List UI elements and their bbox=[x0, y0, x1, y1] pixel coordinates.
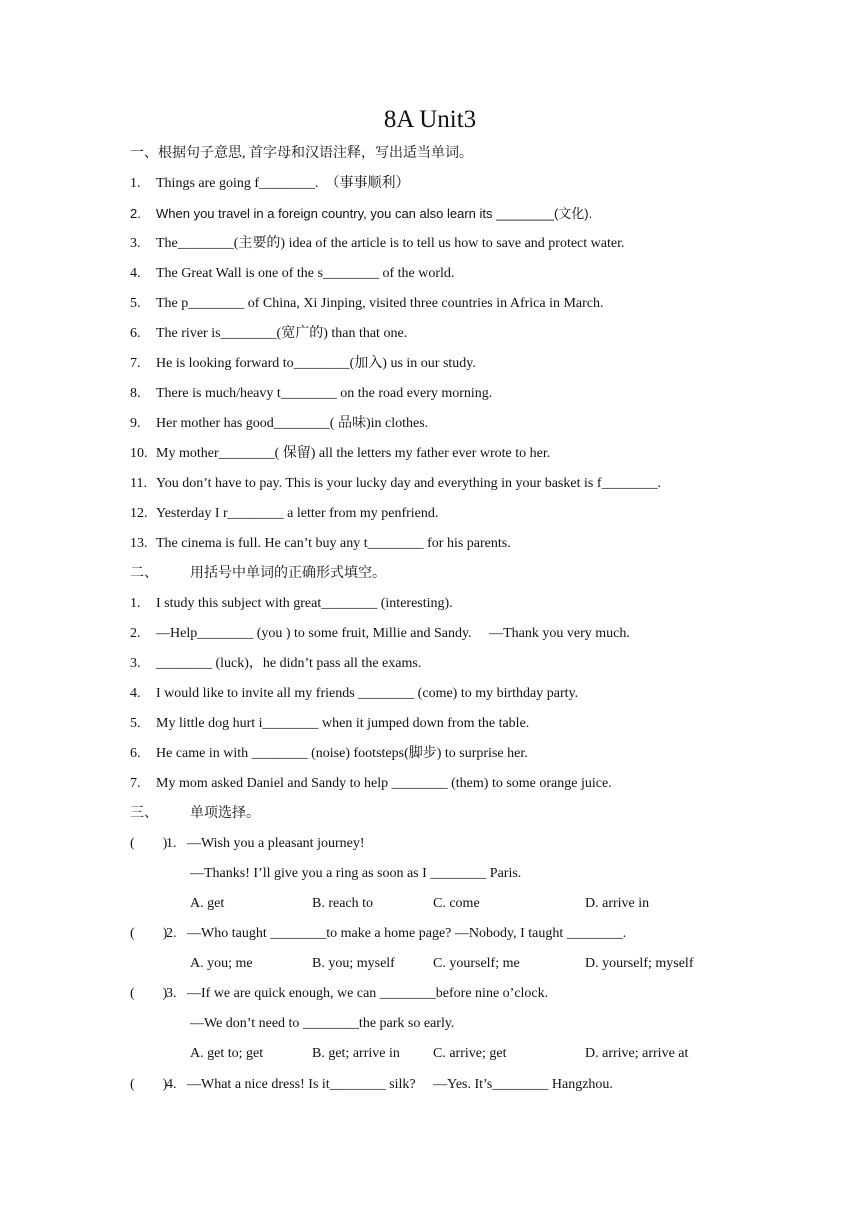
item-number: 1. bbox=[130, 596, 141, 611]
item-text: Things are going f________. （事事顺利） bbox=[156, 176, 410, 191]
question-text: —Who taught ________to make a home page? —Nobody, I taught ________. bbox=[187, 926, 627, 941]
section3-heading-number: 三、 bbox=[130, 806, 158, 821]
item-text: My little dog hurt i________ when it jumped down from the table. bbox=[156, 716, 530, 731]
item-text: My mother________( 保留) all the letters my father ever wrote to her. bbox=[156, 446, 551, 461]
item-number: 11. bbox=[130, 476, 147, 491]
answer-parentheses: ( ) bbox=[130, 836, 168, 851]
item-text: The Great Wall is one of the s________ of the world. bbox=[156, 266, 455, 281]
item-text: My mom asked Daniel and Sandy to help ________ (them) to some orange juice. bbox=[156, 776, 612, 791]
section1-heading: 一、根据句子意思, 首字母和汉语注释，写出适当单词。 bbox=[130, 146, 473, 161]
item-text: Her mother has good________( 品味)in clothes. bbox=[156, 416, 429, 431]
item-text: When you travel in a foreign country, you can also learn its ________(文化). bbox=[156, 206, 593, 221]
option-a: A. get to; get bbox=[190, 1046, 264, 1061]
section2-heading-text: 用括号中单词的正确形式填空。 bbox=[190, 566, 386, 581]
item-number: 4. bbox=[130, 686, 141, 701]
item-number: 7. bbox=[130, 776, 141, 791]
item-number: 5. bbox=[130, 716, 141, 731]
page-title: 8A Unit3 bbox=[383, 106, 477, 133]
item-text: The________(主要的) idea of the article is to tell us how to save and protect water. bbox=[156, 236, 625, 251]
option-b: B. get; arrive in bbox=[312, 1046, 400, 1061]
item-number: 12. bbox=[130, 506, 148, 521]
question-text: —Thanks! I’ll give you a ring as soon as I ________ Paris. bbox=[190, 866, 522, 881]
option-b: B. reach to bbox=[312, 896, 374, 911]
question-number: 3. bbox=[166, 986, 177, 1001]
question-text: —We don’t need to ________the park so early. bbox=[190, 1016, 455, 1031]
question-number: 2. bbox=[166, 926, 177, 941]
section3-heading-text: 单项选择。 bbox=[190, 806, 260, 821]
item-text: You don’t have to pay. This is your lucky day and everything in your basket is f________. bbox=[156, 476, 661, 491]
option-c: C. come bbox=[433, 896, 480, 911]
item-text: Yesterday I r________ a letter from my penfriend. bbox=[156, 506, 439, 521]
item-text: I would like to invite all my friends ________ (come) to my birthday party. bbox=[156, 686, 579, 701]
item-number: 6. bbox=[130, 326, 141, 341]
item-text: I study this subject with great________ (interesting). bbox=[156, 596, 453, 611]
question-number: 4. bbox=[166, 1077, 177, 1092]
question-text: —Wish you a pleasant journey! bbox=[187, 836, 365, 851]
item-number: 2. bbox=[130, 626, 141, 641]
option-c: C. arrive; get bbox=[433, 1046, 507, 1061]
item-number: 13. bbox=[130, 536, 148, 551]
section2-heading-number: 二、 bbox=[130, 566, 158, 581]
item-number: 4. bbox=[130, 266, 141, 281]
item-number: 9. bbox=[130, 416, 141, 431]
option-d: D. arrive in bbox=[585, 896, 650, 911]
item-number: 2. bbox=[130, 206, 141, 221]
option-d: D. arrive; arrive at bbox=[585, 1046, 689, 1061]
option-d: D. yourself; myself bbox=[585, 956, 694, 971]
question-text: —If we are quick enough, we can ________before nine o’clock. bbox=[187, 986, 549, 1001]
item-text: The cinema is full. He can’t buy any t________ for his parents. bbox=[156, 536, 511, 551]
item-text: There is much/heavy t________ on the road every morning. bbox=[156, 386, 493, 401]
answer-parentheses: ( ) bbox=[130, 926, 168, 941]
item-number: 10. bbox=[130, 446, 148, 461]
option-c: C. yourself; me bbox=[433, 956, 520, 971]
item-number: 5. bbox=[130, 296, 141, 311]
item-text: The p________ of China, Xi Jinping, visited three countries in Africa in March. bbox=[156, 296, 604, 311]
item-number: 3. bbox=[130, 656, 141, 671]
option-a: A. you; me bbox=[190, 956, 253, 971]
item-number: 3. bbox=[130, 236, 141, 251]
item-number: 8. bbox=[130, 386, 141, 401]
answer-parentheses: ( ) bbox=[130, 1077, 168, 1092]
item-number: 1. bbox=[130, 176, 141, 191]
item-number: 7. bbox=[130, 356, 141, 371]
question-number: 1. bbox=[166, 836, 177, 851]
item-text: He came in with ________ (noise) footsteps(脚步) to surprise her. bbox=[156, 746, 528, 761]
option-a: A. get bbox=[190, 896, 225, 911]
item-text: —Help________ (you ) to some fruit, Millie and Sandy. —Thank you very much. bbox=[156, 626, 630, 641]
question-text: —What a nice dress! Is it________ silk? —Yes. It’s________ Hangzhou. bbox=[187, 1077, 613, 1092]
item-number: 6. bbox=[130, 746, 141, 761]
item-text: He is looking forward to________(加入) us in our study. bbox=[156, 356, 476, 371]
item-text: ________ (luck)，he didn’t pass all the exams. bbox=[156, 656, 422, 671]
option-b: B. you; myself bbox=[312, 956, 395, 971]
answer-parentheses: ( ) bbox=[130, 986, 168, 1001]
item-text: The river is________(宽广的) than that one. bbox=[156, 326, 408, 341]
